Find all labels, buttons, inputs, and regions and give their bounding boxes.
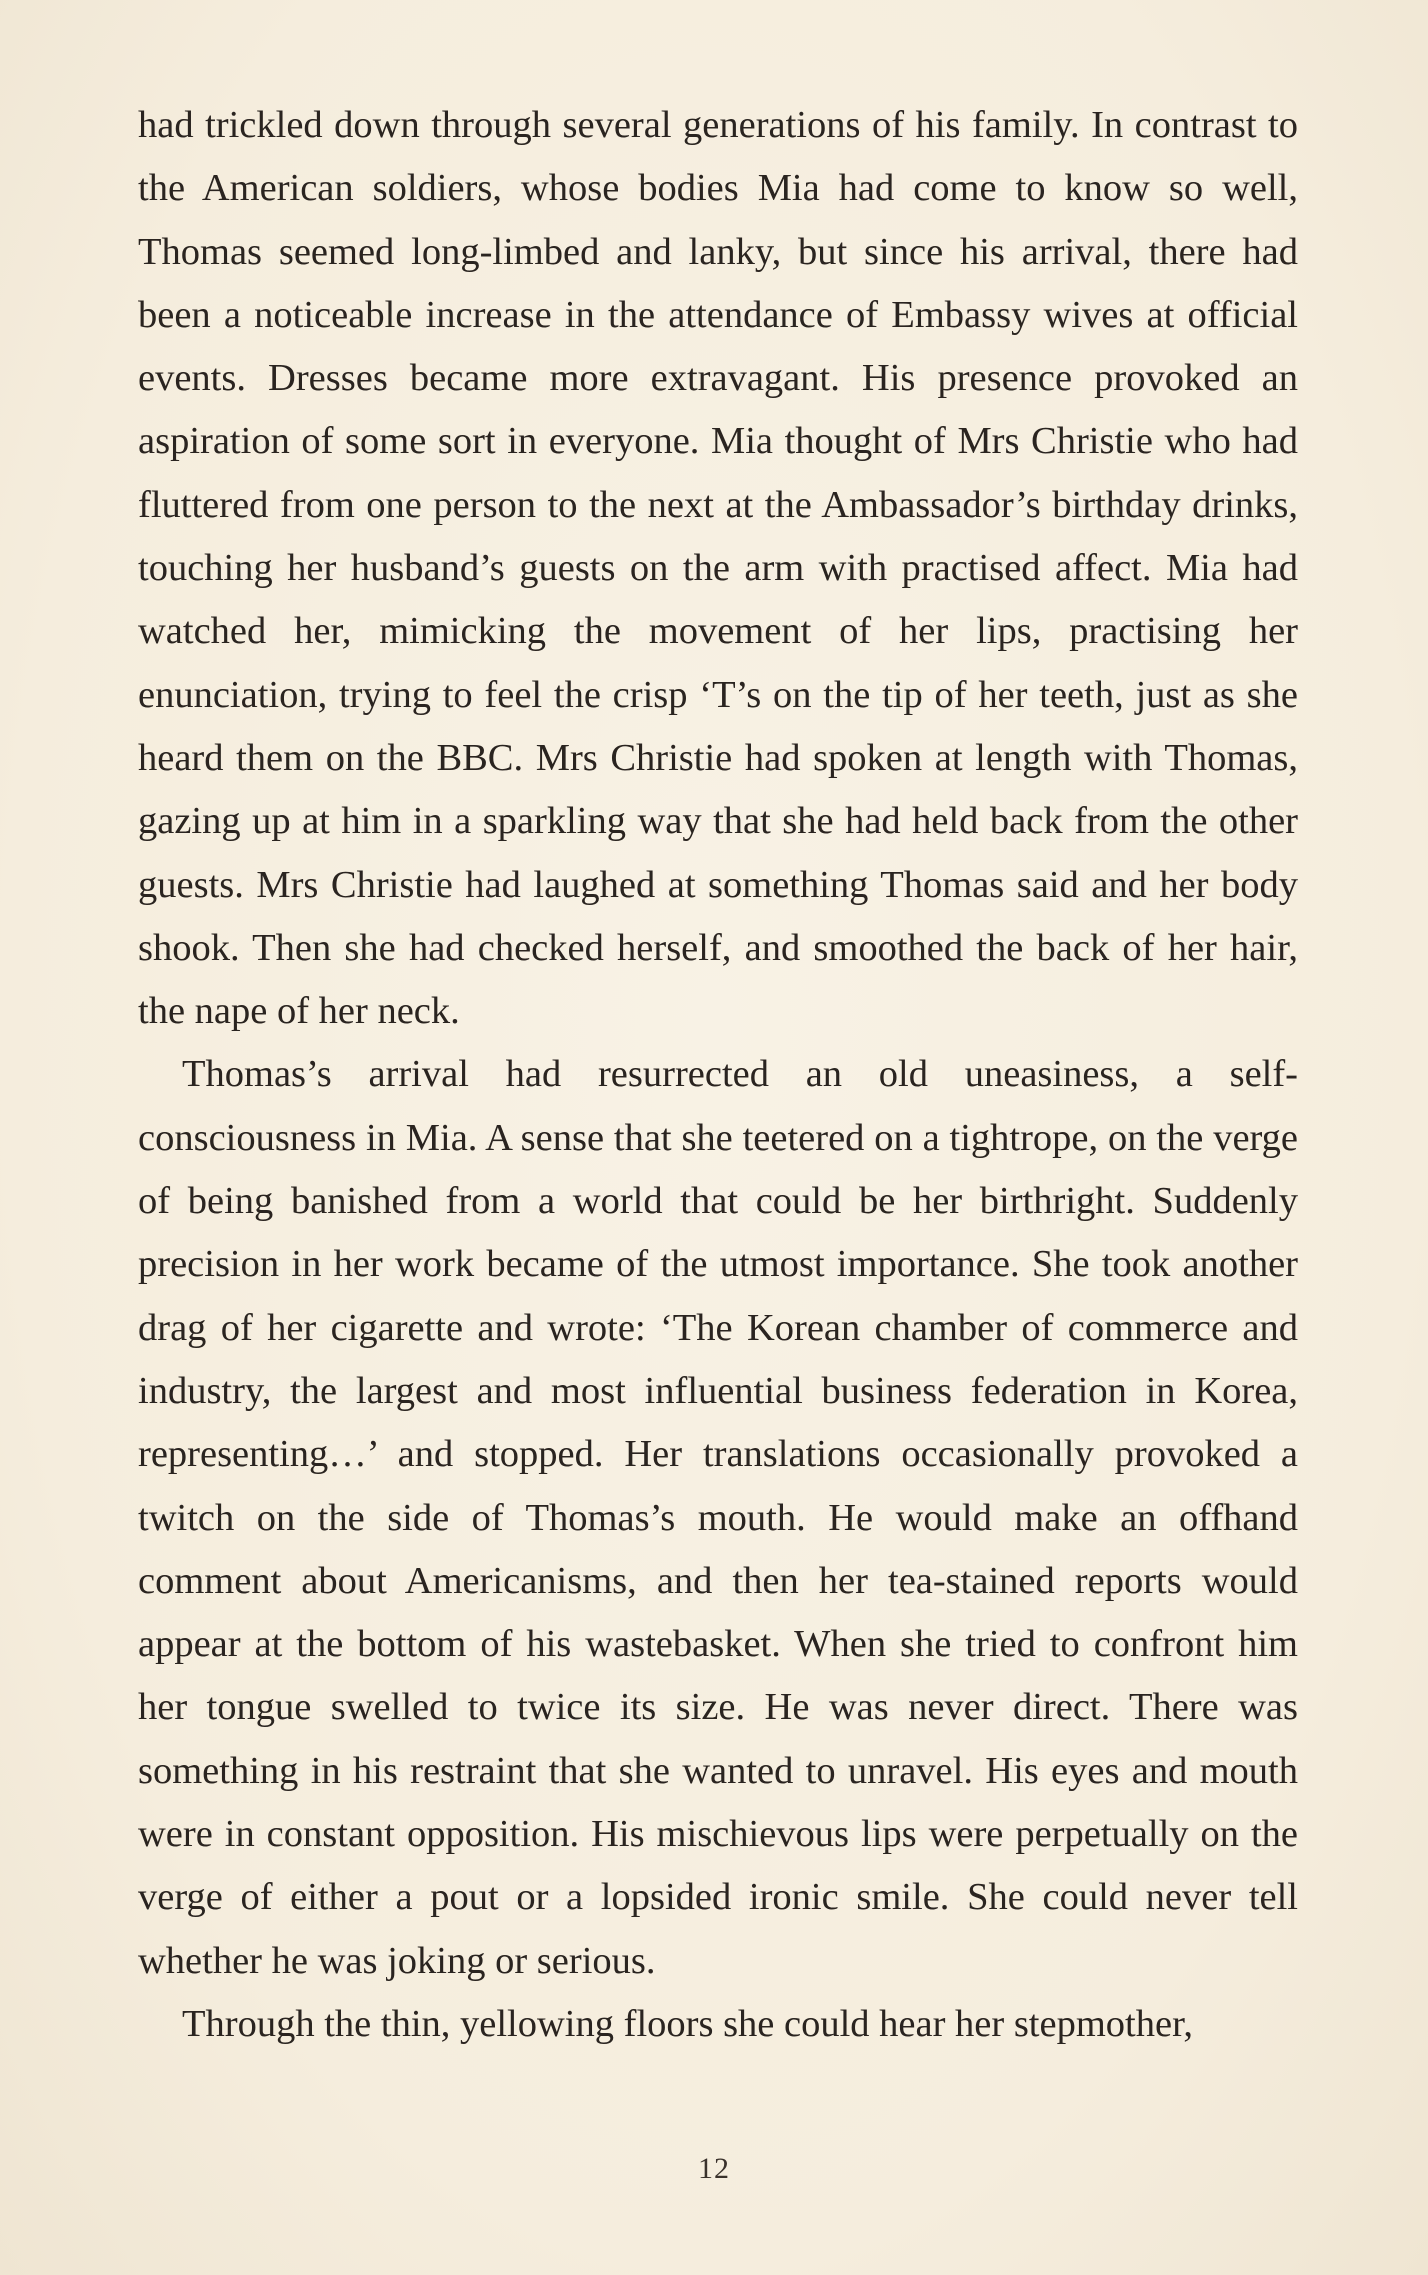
paragraph-1: had trickled down through several generations of his family. In contrast to the American soldiers, whose bodies Mia had come to know so well, Thomas seemed long-limbed and lanky, but since his arrival, there had been a noticeable increase in the attendance of Embassy wives at official events. Dresses became more extravagant. His presence provoked an aspiration of some sort in everyone. Mia thought of Mrs Christie who had fluttered from one person to the next at the Ambassador’s birthday drinks, touching her husband’s guests on the arm with practised affect. Mia had watched her, mimicking the movement of her lips, practising her enunciation, trying to feel the crisp ‘T’s on the tip of her teeth, just as she heard them on the BBC. Mrs Christie had spoken at length with Thomas, gazing up at him in a sparkling way that she had held back from the other guests. Mrs Christie had laughed at something Thomas said and her body shook. Then she had checked herself, and smoothed the back of her hair, the nape of her neck. [138, 104, 1298, 1033]
paragraph-2: Thomas’s arrival had resurrected an old uneasiness, a self-consciousness in Mia. A sense that she teetered on a tightrope, on the verge of being banished from a world that could be her birthright. Suddenly precision in her work became of the utmost importance. She took another drag of her cigarette and wrote: ‘The Korean chamber of commerce and industry, the largest and most influential business federation in Korea, representing…’ and stopped. Her translations occasionally provoked a twitch on the side of Thomas’s mouth. He would make an offhand comment about Americanisms, and then her tea-stained reports would appear at the bottom of his wastebasket. When she tried to confront him her tongue swelled to twice its size. He was never direct. There was something in his restraint that she wanted to unravel. His eyes and mouth were in constant opposition. His mischievous lips were perpetually on the verge of either a pout or a lopsided ironic smile. She could never tell whether he was joking or serious. [138, 1053, 1298, 1982]
paragraph-3: Through the thin, yellowing floors she could hear her stepmother, [182, 2002, 1193, 2045]
page-number: 12 [698, 2152, 730, 2185]
page-body-text [138, 94, 1298, 2056]
